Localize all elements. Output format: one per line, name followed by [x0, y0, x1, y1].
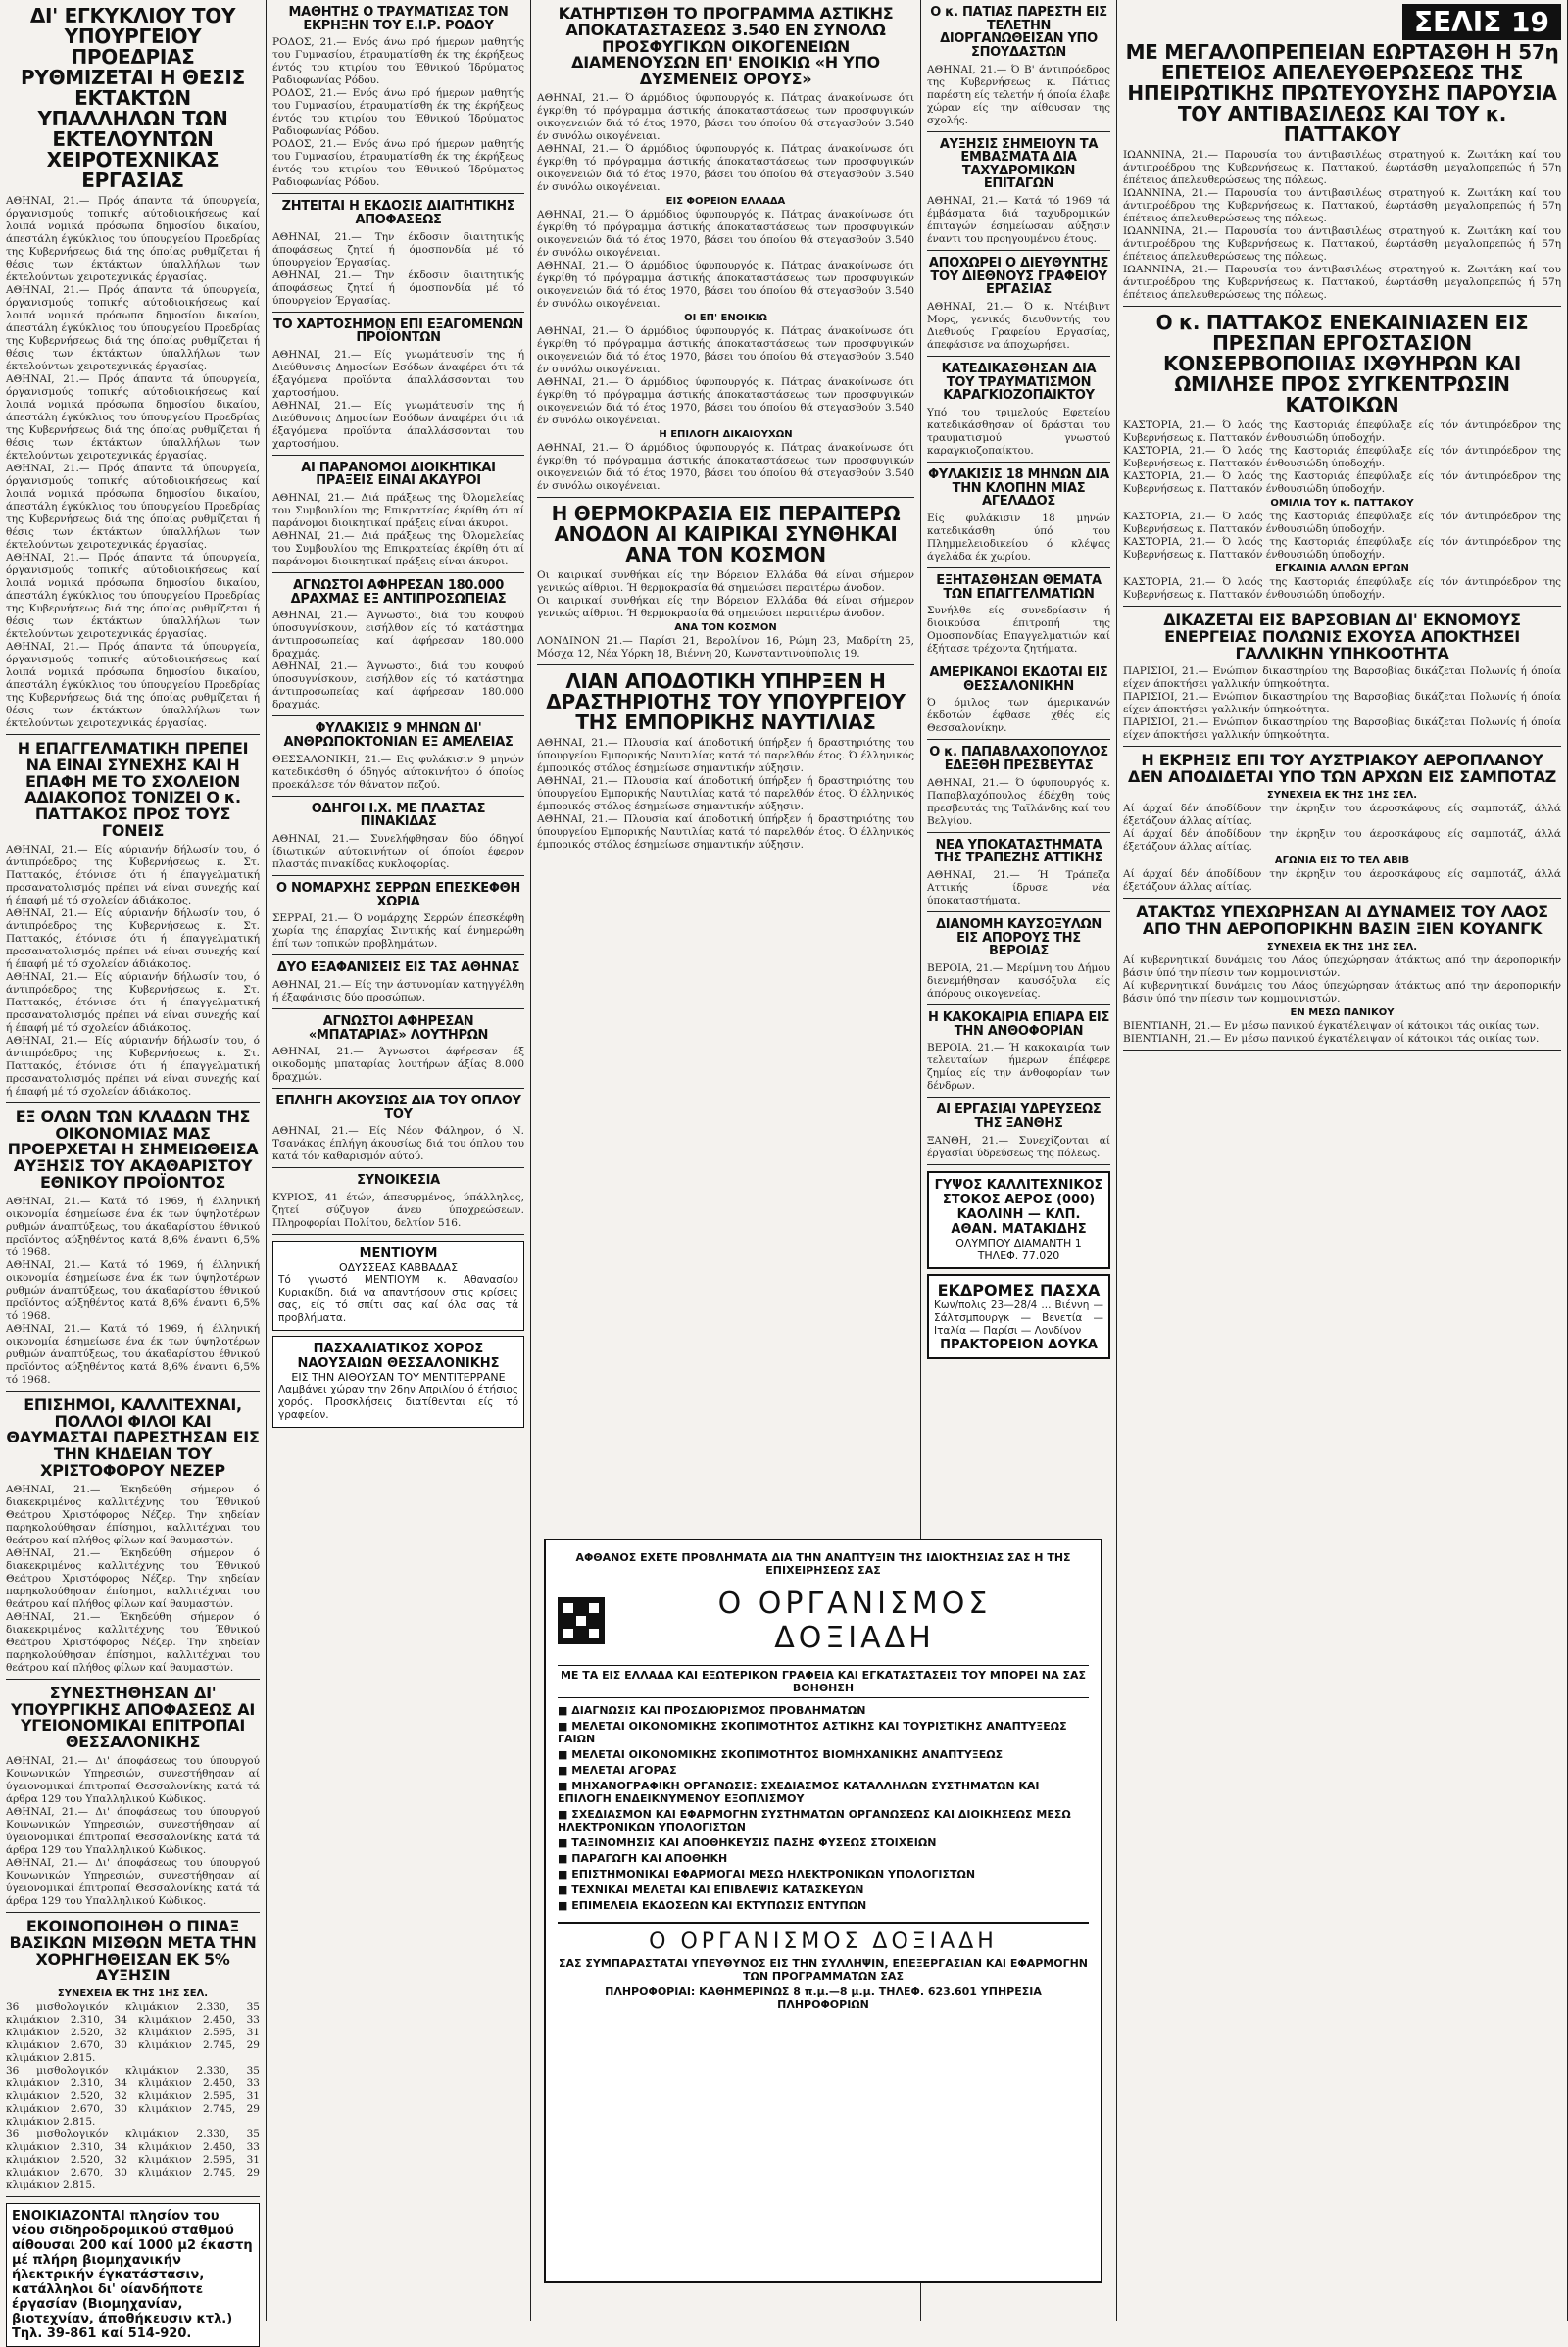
headline: Ο κ. ΠΑΤΤΑΚΟΣ ΕΝΕΚΑΙΝΙΑΣΕΝ ΕΙΣ ΠΡΕΣΠΑΝ ΕΡΓΟΣΤΑΣΙΟΝ ΚΟΝΣΕΡΒΟΠΟΙΙΑΣ ΙΧΘΥΗΡΩΝ ΚΑΙ ΩΜΙΛΗΣΕ ΠΡΟΣ ΣΥΓΚΕΝΤΡΩΣΙΝ ΚΑΤΟΙΚΩΝ: [1155, 311, 1529, 416]
doxiadis-ad: [544, 1539, 1102, 2283]
article-body: ΠΑΡΙΣΙΟΙ, 21.— Ενώπιον δικαστηρίου της Βαρσοβίας δικάζεται Πολωνίς ή όποία είχεν άποκτήσει γαλλικήν ύπηκοότητα.: [1123, 665, 1561, 691]
ad-footer: ΠΡΑΚΤΟΡΕΙΟΝ ΔΟΥΚΑ: [940, 1337, 1098, 1352]
article-body: ΞΑΝΘΗ, 21.— Συνεχίζονται αί έργασίαι ύδρεύσεως της πόλεως.: [927, 1134, 1110, 1159]
headline: Η ΕΠΑΓΓΕΛΜΑΤΙΚΗ ΠΡΕΠΕΙ ΝΑ ΕΙΝΑΙ ΣΥΝΕΧΗΣ ΚΑΙ Η ΕΠΑΦΗ ΜΕ ΤΟ ΣΧΟΛΕΙΟΝ ΑΔΙΑΚΟΠΟΣ ΤΟΝΙΖΕΙ Ο κ. ΠΑΤΤΑΚΟΣ ΠΡΟΣ ΤΟΥΣ ΓΟΝΕΙΣ: [17, 739, 249, 840]
headline: ΟΔΗΓΟΙ Ι.Χ. ΜΕ ΠΛΑΣΤΑΣ ΠΙΝΑΚΙΔΑΣ: [311, 801, 486, 830]
article-body-filler: Αί άρχαί δέν άποδίδουν την έκρηξιν του άεροσκάφους είς σαμποτάζ, άλλά έξετάζουν άλλας αίτίας.: [1123, 867, 1561, 893]
ad-line: ΣΤΟΚΟΣ ΑΕΡΟΣ (000): [942, 1192, 1096, 1207]
article-body-filler: ΠΑΡΙΣΙΟΙ, 21.— Ενώπιον δικαστηρίου της Βαρσοβίας δικάζεται Πολωνίς ή όποία είχεν άποκτήσει γαλλικήν ύπηκοότητα.: [1123, 716, 1561, 742]
subheading: ΑΓΩΝΙΑ ΕΙΣ ΤΟ ΤΕΛ ΑΒΙΒ: [1274, 855, 1410, 866]
headline: ΑΥΞΗΣΙΣ ΣΗΜΕΙΟΥΝ ΤΑ ΕΜΒΑΣΜΑΤΑ ΔΙΑ ΤΑΧΥΔΡΟΜΙΚΩΝ ΕΠΙΤΑΓΩΝ: [939, 136, 1099, 192]
headline: Ο ΝΟΜΑΡΧΗΣ ΣΕΡΡΩΝ ΕΠΕΣΚΕΦΘΗ ΧΩΡΙΑ: [276, 880, 520, 909]
headline: ΖΗΤΕΙΤΑΙ Η ΕΚΔΟΣΙΣ ΔΙΑΙΤΗΤΙΚΗΣ ΑΠΟΦΑΣΕΩΣ: [281, 199, 515, 227]
article: [927, 1011, 1110, 1098]
headline: ΑΓΝΩΣΤΟΙ ΑΦΗΡΕΣΑΝ «ΜΠΑΤΑΡΙΑΣ» ΛΟΥΤΗΡΩΝ: [308, 1013, 489, 1043]
article-body-filler: ΚΑΣΤΟΡΙΑ, 21.— Ό λαός της Καστοριάς έπεφύλαξε είς τόν άντιπρόεδρον της Κυβερνήσεως κ. Παττακόν ένθουσιώδη ύποδοχήν.: [1123, 470, 1561, 495]
doxiadis-logo-icon: [558, 1597, 605, 1644]
article-body: ΣΕΡΡΑΙ, 21.— Ό νομάρχης Σερρών έπεσκέφθη χωρία της έπαρχίας Σιντικής καί ένημερώθη έπί των τοπικών προβλημάτων.: [272, 912, 524, 951]
article: [272, 1095, 524, 1168]
ad-line: ΟΛΥΜΠΟΥ ΔΙΑΜΑΝΤΗ 1: [956, 1236, 1082, 1249]
headline: ΣΥΝΟΙΚΕΣΙΑ: [357, 1173, 440, 1189]
headline: ΑΠΟΧΩΡΕΙ Ο ΔΙΕΥΘΥΝΤΗΣ ΤΟΥ ΔΙΕΘΝΟΥΣ ΓΡΑΦΕΙΟΥ ΕΡΓΑΣΙΑΣ: [928, 256, 1109, 298]
article: [927, 1103, 1110, 1164]
ad-body: Τό γνωστό ΜΕΝΤΙΟΥΜ κ. Αθανασίου Κυριακίδη, διά να απαντήσουν στις κρίσεις σας, είς τό σπίτι σας καί όλα σας τά προβλήματα.: [278, 1274, 518, 1325]
article-body-filler: ΑΘΗΝΑΙ, 21.— Κατά τό 1969, ή έλληνική οικονομία έσημείωσε ένα έκ των ύψηλοτέρων ρυθμών άναπτύξεως, του άκαθαρίστου έθνικού προϊόντος αύξηθέντος κατά 8,6% έναντι 6,5% τό 1968.: [6, 1322, 260, 1386]
ad-body: Κων/πολις 23—28/4 ... Βιέννη — Σάλτσμπουργκ — Βενετία — Ιταλία — Παρίσι — Λονδίνον: [934, 1298, 1103, 1337]
article-body: ΑΘΗΝΑΙ, 21.— Είς αύριανήν δήλωσίν του, ό άντιπρόεδρος της Κυβερνήσεως κ. Στ. Παττακός, έτόνισε ότι ή έπαγγελματική προσανατολισμός πρέπει νά είναι συνεχής καί ή έπαφή μέ τό σχολείον άδιάκοπος.: [6, 843, 260, 906]
article-body-filler: ΒΙΕΝΤΙΑΝΗ, 21.— Εν μέσω πανικού έγκατέλειψαν οί κάτοικοι τάς οικίας των.: [1123, 1032, 1540, 1045]
article-body-filler: ΡΟΔΟΣ, 21.— Ενός άνω πρό ήμερων μαθητής του Γυμνασίου, έτραυματίσθη έκ της έκρήξεως έντός του κτιρίου του Έθνικού Ίδρύματος Ραδιοφωνίας Ρόδου.: [272, 87, 524, 138]
article-body: Αί άρχαί δέν άποδίδουν την έκρηξιν του άεροσκάφους είς σαμποτάζ, άλλά έξετάζουν άλλας αίτίας.: [1123, 802, 1561, 827]
article: [6, 1394, 260, 1680]
headline: ΛΙΑΝ ΑΠΟΔΟΤΙΚΗ ΥΠΗΡΞΕΝ Η ΔΡΑΣΤΗΡΙΟΤΗΣ ΤΟΥ ΥΠΟΥΡΓΕΙΟΥ ΤΗΣ ΕΜΠΟΡΙΚΗΣ ΝΑΥΤΙΛΙΑΣ: [546, 668, 906, 734]
article-body-filler: 36 μισθολογικόν κλιμάκιον 2.330, 35 κλιμάκιον 2.310, 34 κλιμάκιον 2.450, 33 κλιμάκιον 2.520, 32 κλιμάκιον 2.595, 31 κλιμάκιον 2.670, 30 κλιμάκιον 2.745, 29 κλιμάκιον 2.815.: [6, 2128, 260, 2192]
article: [537, 501, 914, 665]
headline: ΕΞΗΤΑΣΘΗΣΑΝ ΘΕΜΑΤΑ ΤΩΝ ΕΠΑΓΓΕΛΜΑΤΙΩΝ: [936, 572, 1102, 602]
article-body-filler: ΙΩΑΝΝΙΝΑ, 21.— Παρουσία του άντιβασιλέως στρατηγού κ. Ζωιτάκη καί του άντιπροέδρου της Κυβερνήσεως κ. Παττακού, έωρτάσθη μεγαλοπρεπώς ή 57η έπέτειος άπελευθερώσεως της πόλεως.: [1123, 187, 1561, 224]
dance-ad: [272, 1336, 524, 1428]
headline: ΑΓΝΩΣΤΟΙ ΑΦΗΡΕΣΑΝ 180.000 ΔΡΑΧΜΑΣ ΕΞ ΑΝΤΙΠΡΟΣΩΠΕΙΑΣ: [290, 578, 507, 607]
headline: ΔΙ' ΕΓΚΥΚΛΙΟΥ ΤΟΥ ΥΠΟΥΡΓΕΙΟΥ ΠΡΟΕΔΡΙΑΣ ΡΥΘΜΙΖΕΤΑΙ Η ΘΕΣΙΣ ΕΚΤΑΚΤΩΝ ΥΠΑΛΛΗΛΩΝ ΤΩΝ ΕΚΤΕΛΟΥΝΤΩΝ ΧΕΙΡΟΤΕΧΝΙΚΑΣ ΕΡΓΑΣΙΑΣ: [21, 4, 245, 192]
travel-ad: [927, 1274, 1110, 1359]
article-body: ΑΘΗΝΑΙ, 21.— Έκηδεύθη σήμερον ό διακεκριμένος καλλιτέχνης του Έθνικού Θεάτρου Χριστόφορος Νέζερ. Την κηδείαν παρηκολούθησαν έπίσημοι, καλλιτέχναι του θεάτρου καί πλήθος φίλων καί θαυμαστών.: [6, 1483, 260, 1546]
ad-line: ΤΗΛΕΦ. 77.020: [977, 1248, 1060, 1262]
ad-service-item: ■ ΠΑΡΑΓΩΓΗ ΚΑΙ ΑΠΟΘΗΚΗ: [558, 1852, 728, 1865]
headline: ΦΥΛΑΚΙΣΙΣ 18 ΜΗΝΩΝ ΔΙΑ ΤΗΝ ΚΛΟΠΗΝ ΜΙΑΣ ΑΓΕΛΑΔΟΣ: [928, 466, 1109, 510]
article: [272, 961, 524, 1009]
article-body-filler: ΑΘΗΝΑΙ, 21.— Πρός άπαντα τά ύπουργεία, όργανισμούς τοπικής αύτοδιοικήσεως καί λοιπά νομικά πρόσωπα δημοσίου δικαίου, άπεστάλη έγκύκλιος του ύπουργείου Προεδρίας της Κυβερνήσεως διά της όποίας ρυθμίζεται ή θέσις των έκτάκτων ύπαλλήλων των έκτελούντων χειροτεχνικάς έργασίας.: [6, 641, 260, 729]
article-body-filler: ΑΘΗΝΑΙ, 21.— Πρός άπαντα τά ύπουργεία, όργανισμούς τοπικής αύτοδιοικήσεως καί λοιπά νομικά πρόσωπα δημοσίου δικαίου, άπεστάλη έγκύκλιος του ύπουργείου Προεδρίας της Κυβερνήσεως διά της όποίας ρυθμίζεται ή θέσις των έκτάκτων ύπαλλήλων των έκτελούντων χειροτεχνικάς έργασίας.: [6, 463, 260, 551]
article-body-filler: Οι καιρικαί συνθήκαι είς την Βόρειον Ελλάδα θά είναι σήμερον γενικώς αίθριοι. Ή θερμοκρασία θά σημειώσει περαιτέρω άνοδον.: [537, 594, 914, 619]
article-body: Είς φυλάκισιν 18 μηνών κατεδικάσθη ύπό του Πλημμελειοδικείου ό κλέψας άγελάδα έκ χωρίου.: [927, 512, 1110, 562]
article-body-filler: ΑΘΗΝΑΙ, 21.— Ό άρμόδιος ύφυπουργός κ. Πάτρας άνακοίνωσε ότι έγκρίθη τό πρόγραμμα άστικής άποκαταστάσεως των προσφυγικών οικογενειών διά τό έτος 1970, βάσει του όποίου θά στεγασθούν 3.540 έν συνόλω οικογένειαι.: [537, 324, 914, 375]
article-body-filler: ΑΘΗΝΑΙ, 21.— Την έκδοσιν διαιτητικής άποφάσεως ζητεί ή όμοσπονδία μέ τό ύπουργείον Έργασίας.: [272, 269, 524, 307]
article-body-filler: ΑΘΗΝΑΙ, 21.— Είς αύριανήν δήλωσίν του, ό άντιπρόεδρος της Κυβερνήσεως κ. Στ. Παττακός, έτόνισε ότι ή έπαγγελματική προσανατολισμός πρέπει νά είναι συνεχής καί ή έπαφή μέ τό σχολείον άδιάκοπος.: [6, 1034, 260, 1098]
ad-subtitle: ΟΔΥΣΣΕΑΣ ΚΑΒΒΑΔΑΣ: [338, 1261, 459, 1275]
ad-footer: [558, 1922, 1089, 2011]
headline: ΕΚΟΙΝΟΠΟΙΗΘΗ Ο ΠΙΝΑΞ ΒΑΣΙΚΩΝ ΜΙΣΘΩΝ ΜΕΤΑ ΤΗΝ ΧΟΡΗΓΗΘΕΙΣΑΝ ΕΚ 5% ΑΥΞΗΣΙΝ: [9, 1916, 257, 1985]
article-body-filler: Αί άρχαί δέν άποδίδουν την έκρηξιν του άεροσκάφους είς σαμποτάζ, άλλά έξετάζουν άλλας αίτίας.: [1123, 827, 1561, 853]
ad-brand-name-2: ΔΟΞΙΑΔΗ: [774, 1621, 935, 1655]
article-body-filler: ΑΘΗΝΑΙ, 21.— Πλουσία καί άποδοτική ύπήρξεν ή δραστηριότης του ύπουργείου Εμπορικής Ναυτιλίας κατά τό παρελθόν έτος. Ό έλληνικός έμπορικός στόλος έσημείωσε σημαντικήν αύξησιν.: [537, 774, 914, 812]
article-body: ΑΘΗΝΑΙ, 21.— Είς γνωμάτευσίν της ή Διεύθυνσις Δημοσίων Εσόδων άναφέρει ότι τά έξαγόμενα προϊόντα άπαλλάσσονται του χαρτοσήμου.: [272, 348, 524, 399]
article-body-filler: ΑΘΗΝΑΙ, 21.— Ό άρμόδιος ύφυπουργός κ. Πάτρας άνακοίνωσε ότι έγκρίθη τό πρόγραμμα άστικής άποκαταστάσεως των προσφυγικών οικογενειών διά τό έτος 1970, βάσει του όποίου θά στεγασθούν 3.540 έν συνόλω οικογένειαι.: [537, 441, 914, 492]
article-body-filler: ΑΘΗΝΑΙ, 21.— Πλουσία καί άποδοτική ύπήρξεν ή δραστηριότης του ύπουργείου Εμπορικής Ναυτιλίας κατά τό παρελθόν έτος. Ό έλληνικός έμπορικός στόλος έσημείωσε σημαντικήν αύξησιν.: [537, 812, 914, 851]
article: [927, 839, 1110, 912]
article-body-filler: ΑΘΗΝΑΙ, 21.— Είς αύριανήν δήλωσίν του, ό άντιπρόεδρος της Κυβερνήσεως κ. Στ. Παττακός, έτόνισε ότι ή έπαγγελματική προσανατολισμός πρέπει νά είναι συνεχής καί ή έπαφή μέ τό σχολείον άδιάκοπος.: [6, 906, 260, 970]
article-body: ΡΟΔΟΣ, 21.— Ενός άνω πρό ήμερων μαθητής του Γυμνασίου, έτραυματίσθη έκ της έκρήξεως έντός του κτιρίου του Έθνικού Ίδρύματος Ραδιοφωνίας Ρόδου.: [272, 36, 524, 87]
headline: ΔΙΑΝΟΜΗ ΚΑΥΣΟΞΥΛΩΝ ΕΙΣ ΑΠΟΡΟΥΣ ΤΗΣ ΒΕΡΟΙΑΣ: [936, 917, 1102, 959]
article-body: ΑΘΗΝΑΙ, 21.— Άγνωστοι, διά του κουφού ύποσυγνίσκουν, εισήλθον είς τό κατάστημα άντιπροσωπείας καί άφήρεσαν 180.000 δραχμάς.: [272, 610, 524, 660]
article: [6, 741, 260, 1103]
article: [1123, 313, 1561, 607]
article-body-filler: ΙΩΑΝΝΙΝΑ, 21.— Παρουσία του άντιβασιλέως στρατηγού κ. Ζωιτάκη καί του άντιπροέδρου της Κυβερνήσεως κ. Παττακού, έωρτάσθη μεγαλοπρεπώς ή 57η έπέτειος άπελευθερώσεως της πόλεως.: [1123, 225, 1561, 263]
article: [272, 1015, 524, 1089]
subheading: ΟΜΙΛΙΑ ΤΟΥ κ. ΠΑΤΤΑΚΟΥ: [1270, 498, 1414, 509]
headline: Ο κ. ΠΑΠΑΒΛΑΧΟΠΟΥΛΟΣ ΕΔΕΞΘΗ ΠΡΕΣΒΕΥΤΑΣ: [929, 745, 1108, 774]
headline: Η ΕΚΡΗΞΙΣ ΕΠΙ ΤΟΥ ΑΥΣΤΡΙΑΚΟΥ ΑΕΡΟΠΛΑΝΟΥ ΔΕΝ ΑΠΟΔΙΔΕΤΑΙ ΥΠΟ ΤΩΝ ΑΡΧΩΝ ΕΙΣ ΣΑΜΠΟΤΑΖ: [1128, 751, 1556, 787]
continuation-label: ΣΥΝΕΧΕΙΑ ΕΚ ΤΗΣ 1ΗΣ ΣΕΛ.: [1266, 941, 1418, 953]
article: [6, 1916, 260, 2197]
article-body-filler: ΑΘΗΝΑΙ, 21.— Δι' άποφάσεως του ύπουργού Κοινωνικών Υπηρεσιών, συνεστήθησαν αί ύγειονομικαί έπιτροπαί Θεσσαλονίκης κατά τά άρθρα 129 του Υπαλληλικού Κώδικος.: [6, 1856, 260, 1907]
article-body-filler: ΚΑΣΤΟΡΙΑ, 21.— Ό λαός της Καστοριάς έπεφύλαξε είς τόν άντιπρόεδρον της Κυβερνήσεως κ. Παττακόν ένθουσιώδη ύποδοχήν.: [1123, 536, 1561, 561]
ad-brand-row: [558, 1587, 1089, 1655]
classified-ad: [6, 2203, 260, 2347]
article: [1123, 753, 1561, 899]
article-body: ΑΘΗΝΑΙ, 21.— Διά πράξεως της Όλομελείας του Συμβουλίου της Επικρατείας έκρίθη ότι αί παράνομοι διοικητικαί πράξεις είναι άκυροι.: [272, 492, 524, 530]
article: [927, 138, 1110, 252]
headline: ΑΜΕΡΙΚΑΝΟΙ ΕΚΔΟΤΑΙ ΕΙΣ ΘΕΣΣΑΛΟΝΙΚΗΝ: [929, 665, 1108, 694]
article-body-filler: ΚΑΣΤΟΡΙΑ, 21.— Ό λαός της Καστοριάς έπεφύλαξε είς τόν άντιπρόεδρον της Κυβερνήσεως κ. Παττακόν ένθουσιώδη ύποδοχήν.: [1123, 511, 1561, 535]
headline: ΤΟ ΧΑΡΤΟΣΗΜΟΝ ΕΠΙ ΕΞΑΓΟΜΕΝΩΝ ΠΡΟΪΟΝΤΩΝ: [273, 317, 523, 346]
article-body: ΑΘΗΝΑΙ, 21.— Συνελήφθησαν δύο όδηγοί ίδιωτικών αύτοκινήτων οί όποίοι έφερον πλαστάς πινακίδας κυκλοφορίας.: [272, 832, 524, 870]
ad-line: ΚΑΟΛΙΝΗ — ΚΛΠ.: [956, 1206, 1081, 1222]
continuation-label: ΣΥΝΕΧΕΙΑ ΕΚ ΤΗΣ 1ΗΣ ΣΕΛ.: [57, 1988, 209, 2000]
article-body-filler: ΠΑΡΙΣΙΟΙ, 21.— Ενώπιον δικαστηρίου της Βαρσοβίας δικάζεται Πολωνίς ή όποία είχεν άποκτήσει γαλλικήν ύπηκοότητα.: [1123, 691, 1561, 716]
article-body: ΒΕΡΟΙΑ, 21.— Μερίμνη του Δήμου διενεμήθησαν καυσόξυλα είς άπόρους οικογενείας.: [927, 961, 1110, 1000]
article-body-filler: ΚΑΣΤΟΡΙΑ, 21.— Ό λαός της Καστοριάς έπεφύλαξε είς τόν άντιπρόεδρον της Κυβερνήσεως κ. Παττακόν ένθουσιώδη ύποδοχήν.: [1123, 576, 1561, 601]
column-1: [0, 0, 267, 2342]
ad-service-item: ■ ΤΑΞΙΝΟΜΗΣΙΣ ΚΑΙ ΑΠΟΘΗΚΕΥΣΙΣ ΠΑΣΗΣ ΦΥΣΕΩΣ ΣΤΟΙΧΕΙΩΝ: [558, 1836, 937, 1849]
subheading: ΕΙΣ ΦΟΡΕΙΟΝ ΕΛΛΑΔΑ: [665, 195, 786, 207]
headline: ΔΙΚΑΖΕΤΑΙ ΕΙΣ ΒΑΡΣΟΒΙΑΝ ΔΙ' ΕΚΝΟΜΟΥΣ ΕΝΕΡΓΕΙΑΣ ΠΟΛΩΝΙΣ ΕΧΟΥΣΑ ΑΠΟΚΤΗΣΕΙ ΓΑΛΛΙΚΗΝ ΥΠΗΚΟΟΤΗΤΑ: [1163, 611, 1521, 662]
article: [272, 803, 524, 876]
article-body-filler: ΑΘΗΝΑΙ, 21.— Έκηδεύθη σήμερον ό διακεκριμένος καλλιτέχνης του Έθνικού Θεάτρου Χριστόφορος Νέζερ. Την κηδείαν παρηκολούθησαν έπίσημοι, καλλιτέχναι του θεάτρου καί πλήθος φίλων καί θαυμαστών.: [6, 1610, 260, 1674]
ad-footer-line: ΣΑΣ ΣΥΜΠΑΡΑΣΤΑΤΑΙ ΥΠΕΥΘΥΝΟΣ ΕΙΣ ΤΗΝ ΣΥΛΛΗΨΙΝ, ΕΠΕΞΕΡΓΑΣΙΑΝ ΚΑΙ ΕΦΑΡΜΟΓΗΝ ΤΩΝ ΠΡΟΓΡΑΜΜΑΤΩΝ ΣΑΣ: [558, 1957, 1089, 1982]
article-body: ΑΘΗΝΑΙ, 21.— Ή Τράπεζα Αττικής ίδρυσε νέα ύποκαταστήματα.: [927, 869, 1110, 907]
ad-line: ΑΘΑΝ. ΜΑΤΑΚΙΔΗΣ: [951, 1221, 1087, 1237]
subheading: ΑΝΑ ΤΟΝ ΚΟΣΜΟΝ: [674, 621, 777, 633]
headline: ΜΑΘΗΤΗΣ Ο ΤΡΑΥΜΑΤΙΣΑΣ ΤΟΝ ΕΚΡΗΞΗΝ ΤΟΥ Ε.Ι.Ρ. ΡΟΔΟΥ: [288, 5, 509, 33]
article-body: Οι καιρικαί συνθήκαι είς την Βόρειον Ελλάδα θά είναι σήμερον γενικώς αίθριοι. Ή θερμοκρασία θά σημειώσει περαιτέρω άνοδον.: [537, 568, 914, 594]
headline: ΚΑΤΕΔΙΚΑΣΘΗΣΑΝ ΔΙΑ ΤΟΥ ΤΡΑΥΜΑΤΙΣΜΟΝ ΚΑΡΑΓΚΙΟΖΟΠΑΙΚΤΟΥ: [941, 362, 1097, 404]
article: [1123, 612, 1561, 747]
ad-title: ΠΑΣΧΑΛΙΑΤΙΚΟΣ ΧΟΡΟΣ ΝΑΟΥΣΑΙΩΝ ΘΕΣΣΑΛΟΝΙΚΗΣ: [297, 1342, 500, 1372]
headline: ΜΕ ΜΕΓΑΛΟΠΡΕΠΕΙΑΝ ΕΩΡΤΑΣΘΗ Η 57η ΕΠΕΤΕΙΟΣ ΑΠΕΛΕΥΘΕΡΩΣΕΩΣ ΤΗΣ ΗΠΕΙΡΩΤΙΚΗΣ ΠΡΩΤΕΥΟΥΣΗΣ ΠΑΡΟΥΣΙΑ ΤΟΥ ΑΝΤΙΒΑΣΙΛΕΩΣ ΚΑΙ ΤΟΥ κ. ΠΑΤΤΑΚΟΥ: [1125, 40, 1559, 146]
article: [1123, 42, 1561, 307]
article-body: Αί κυβερνητικαί δυνάμεις του Λάος ύπεχώρησαν άτάκτως από την άεροπορικήν βάσιν ύπό την πίεσιν των κομμουνιστών.: [1123, 953, 1561, 979]
article: [537, 668, 914, 856]
article-body: ΑΘΗΝΑΙ, 21.— Κατά τό 1969 τά έμβάσματα διά ταχυδρομικών έπιταγών έσημείωσαν αύξησιν έναντι του προηγουμένου έτους.: [927, 195, 1110, 246]
ad-title: ΜΕΝΤΙΟΥΜ: [359, 1247, 438, 1262]
article: [272, 882, 524, 955]
ad-lead: ΜΕ ΤΑ ΕΙΣ ΕΛΛΑΔΑ ΚΑΙ ΕΞΩΤΕΡΙΚΟΝ ΓΡΑΦΕΙΑ ΚΑΙ ΕΓΚΑΤΑΣΤΑΣΕΙΣ ΤΟΥ ΜΠΟΡΕΙ ΝΑ ΣΑΣ ΒΟΗΘΗΣΗ: [558, 1665, 1089, 1698]
ad-body: Λαμβάνει χώραν την 26ην Απριλίου ό έτήσιος χορός. Προσκλήσεις διατίθενται είς τό γραφείον.: [278, 1384, 518, 1422]
ad-service-item: ■ ΣΧΕΔΙΑΣΜΟΝ ΚΑΙ ΕΦΑΡΜΟΓΗΝ ΣΥΣΤΗΜΑΤΩΝ ΟΡΓΑΝΩΣΕΩΣ ΚΑΙ ΔΙΟΙΚΗΣΕΩΣ ΜΕΣΩ ΗΛΕΚΤΡΟΝΙΚΩΝ ΥΠΟΛΟΓΙΣΤΩΝ: [558, 1808, 1071, 1834]
article: [6, 6, 260, 735]
article-body-filler: ΑΘΗΝΑΙ, 21.— Κατά τό 1969, ή έλληνική οικονομία έσημείωσε ένα έκ των ύψηλοτέρων ρυθμών άναπτύξεως, του άκαθαρίστου έθνικού προϊόντος αύξηθέντος κατά 8,6% έναντι 6,5% τό 1968.: [6, 1258, 260, 1322]
article-body: ΑΘΗΝΑΙ, 21.— Είς Νέον Φάληρον, ό Ν. Τσανάκας έπλήγη άκουσίως διά του όπλου του κατά τόν καθαρισμόν αύτού.: [272, 1125, 524, 1163]
headline: Ο κ. ΠΑΤΙΑΣ ΠΑΡΕΣΤΗ ΕΙΣ ΤΕΛΕΤΗΝ ΔΙΟΡΓΑΝΩΘΕΙΣΑΝ ΥΠΟ ΣΠΟΥΔΑΣΤΩΝ: [930, 5, 1107, 60]
article: [927, 6, 1110, 132]
article-body-filler: ΑΘΗΝΑΙ, 21.— Πρός άπαντα τά ύπουργεία, όργανισμούς τοπικής αύτοδιοικήσεως καί λοιπά νομικά πρόσωπα δημοσίου δικαίου, άπεστάλη έγκύκλιος του ύπουργείου Προεδρίας της Κυβερνήσεως διά της όποίας ρυθμίζεται ή θέσις των έκτάκτων ύπαλλήλων των έκτελούντων χειροτεχνικάς έργασίας.: [6, 284, 260, 372]
subheading: ΟΙ ΕΠ' ΕΝΟΙΚΙΩ: [684, 312, 767, 323]
article: [537, 6, 914, 498]
article: [272, 722, 524, 796]
article: [6, 1106, 260, 1392]
ad-service-item: ■ ΜΕΛΕΤΑΙ ΟΙΚΟΝΟΜΙΚΗΣ ΣΚΟΠΙΜΟΤΗΤΟΣ ΑΣΤΙΚΗΣ ΚΑΙ ΤΟΥΡΙΣΤΙΚΗΣ ΑΝΑΠΤΥΞΕΩΣ ΓΑΙΩΝ: [558, 1720, 1067, 1745]
article-body: ΑΘΗΝΑΙ, 21.— Ό Β' άντιπρόεδρος της Κυβερνήσεως κ. Πάτιας παρέστη είς τελετήν ή όποία έλαβε χώραν είς την αίθουσαν της σχολής.: [927, 63, 1110, 126]
article: [272, 318, 524, 456]
headline: Η ΘΕΡΜΟΚΡΑΣΙΑ ΕΙΣ ΠΕΡΑΙΤΕΡΩ ΑΝΟΔΟΝ ΑΙ ΚΑΙΡΙΚΑΙ ΣΥΝΘΗΚΑΙ ΑΝΑ ΤΟΝ ΚΟΣΜΟΝ: [551, 501, 901, 566]
headline: ΕΞ ΟΛΩΝ ΤΩΝ ΚΛΑΔΩΝ ΤΗΣ ΟΙΚΟΝΟΜΙΑΣ ΜΑΣ ΠΡΟΕΡΧΕΤΑΙ Η ΣΗΜΕΙΩΘΕΙΣΑ ΑΥΞΗΣΙΣ ΤΟΥ ΑΚΑΘΑΡΙΣΤΟΥ ΕΘΝΙΚΟΥ ΠΡΟΪΟΝΤΟΣ: [7, 1106, 259, 1192]
headline: ΦΥΛΑΚΙΣΙΣ 9 ΜΗΝΩΝ ΔΙ' ΑΝΘΡΩΠΟΚΤΟΝΙΑΝ ΕΞ ΑΜΕΛΕΙΑΣ: [283, 721, 514, 751]
ad-service-item: ■ ΜΕΛΕΤΑΙ ΑΓΟΡΑΣ: [558, 1764, 677, 1777]
article-body: ΑΘΗΝΑΙ, 21.— Άγνωστοι άφήρεσαν έξ οικοδομής μπαταρίας λουτήρων άξίας 8.000 δραχμών.: [272, 1046, 524, 1084]
article: [272, 579, 524, 716]
article-body-filler: ΑΘΗΝΑΙ, 21.— Ό άρμόδιος ύφυπουργός κ. Πάτρας άνακοίνωσε ότι έγκρίθη τό πρόγραμμα άστικής άποκαταστάσεως των προσφυγικών οικογενειών διά τό έτος 1970, βάσει του όποίου θά στεγασθούν 3.540 έν συνόλω οικογένειαι.: [537, 375, 914, 426]
article-body: ΑΘΗΝΑΙ, 21.— Κατά τό 1969, ή έλληνική οικονομία έσημείωσε ένα έκ των ύψηλοτέρων ρυθμών άναπτύξεως, του άκαθαρίστου έθνικού προϊόντος αύξηθέντος κατά 8,6% έναντι 6,5% τό 1968.: [6, 1195, 260, 1258]
article: [927, 574, 1110, 660]
page-badge-wrap: [1123, 4, 1561, 40]
article-body: ΚΥΡΙΟΣ, 41 έτών, άπεσυρμένος, ύπάλληλος, ζητεί σύζυγον άνευ ύποχρεώσεων. Πληροφορίαι Πολίτου, δελτίον 516.: [272, 1192, 524, 1230]
article: [927, 257, 1110, 357]
ad-subtitle: ΕΙΣ ΤΗΝ ΑΙΘΟΥΣΑΝ ΤΟΥ ΜΕΝΤΙΤΕΡΡΑΝΕ: [291, 1371, 506, 1385]
article: [6, 1683, 260, 1913]
headline: ΑΙ ΠΑΡΑΝΟΜΟΙ ΔΙΟΙΚΗΤΙΚΑΙ ΠΡΑΞΕΙΣ ΕΙΝΑΙ ΑΚΑΥΡΟΙ: [301, 460, 496, 489]
ad-title: ΕΚΔΡΟΜΕΣ ΠΑΣΧΑ: [937, 1280, 1101, 1299]
ad-service-item: ■ ΔΙΑΓΝΩΣΙΣ ΚΑΙ ΠΡΟΣΔΙΟΡΙΣΜΟΣ ΠΡΟΒΛΗΜΑΤΩΝ: [558, 1704, 866, 1717]
article: [272, 462, 524, 573]
article: [272, 1174, 524, 1235]
article-body-filler: ΙΩΑΝΝΙΝΑ, 21.— Παρουσία του άντιβασιλέως στρατηγού κ. Ζωιτάκη καί του άντιπροέδρου της Κυβερνήσεως κ. Παττακού, έωρτάσθη μεγαλοπρεπώς ή 57η έπέτειος άπελευθερώσεως της πόλεως.: [1123, 264, 1561, 301]
article-body: ΒΙΕΝΤΙΑΝΗ, 21.— Εν μέσω πανικού έγκατέλειψαν οί κάτοικοι τάς οικίας των.: [1123, 1019, 1540, 1032]
ad-intro: ΑΦΘΑΝΟΣ ΕΧΕΤΕ ΠΡΟΒΛΗΜΑΤΑ ΔΙΑ ΤΗΝ ΑΝΑΠΤΥΞΙΝ ΤΗΣ ΙΔΙΟΚΤΗΣΙΑΣ ΣΑΣ Η ΤΗΣ ΕΠΙΧΕΙΡΗΣΕΩΣ ΣΑΣ: [575, 1551, 1071, 1577]
article-body-filler: ΑΘΗΝΑΙ, 21.— Πρός άπαντα τά ύπουργεία, όργανισμούς τοπικής αύτοδιοικήσεως καί λοιπά νομικά πρόσωπα δημοσίου δικαίου, άπεστάλη έγκύκλιος του ύπουργείου Προεδρίας της Κυβερνήσεως διά της όποίας ρυθμίζεται ή θέσις των έκτάκτων ύπαλλήλων των έκτελούντων χειροτεχνικάς έργασίας.: [6, 373, 260, 462]
article-body-filler: ΑΘΗΝΑΙ, 21.— Διά πράξεως της Όλομελείας του Συμβουλίου της Επικρατείας έκρίθη ότι αί παράνομοι διοικητικαί πράξεις είναι άκυροι.: [272, 530, 524, 568]
article: [927, 918, 1110, 1005]
ad-service-item: ■ ΜΕΛΕΤΑΙ ΟΙΚΟΝΟΜΙΚΗΣ ΣΚΟΠΙΜΟΤΗΤΟΣ ΒΙΟΜΗΧΑΝΙΚΗΣ ΑΝΑΠΤΥΞΕΩΣ: [558, 1748, 1004, 1761]
article-body-filler: ΑΘΗΝΑΙ, 21.— Πρός άπαντα τά ύπουργεία, όργανισμούς τοπικής αύτοδιοικήσεως καί λοιπά νομικά πρόσωπα δημοσίου δικαίου, άπεστάλη έγκύκλιος του ύπουργείου Προεδρίας της Κυβερνήσεως διά της όποίας ρυθμίζεται ή θέσις των έκτάκτων ύπαλλήλων των έκτελούντων χειροτεχνικάς έργασίας.: [6, 552, 260, 640]
article-body: Συνήλθε είς συνεδρίασιν ή διοικούσα έπιτροπή της Ομοσπονδίας Επαγγελματιών καί έξήτασε τρέχοντα ζητήματα.: [927, 605, 1110, 656]
article: [927, 666, 1110, 740]
page-badge: ΣΕΛΙΣ 19: [1402, 4, 1561, 40]
headline: Η ΚΑΚΟΚΑΙΡΙΑ ΕΠΙΑΡΑ ΕΙΣ ΤΗΝ ΑΝΘΟΦΟΡΙΑΝ: [927, 1009, 1110, 1039]
ad-service-item: ■ ΕΠΙΣΤΗΜΟΝΙΚΑΙ ΕΦΑΡΜΟΓΑΙ ΜΕΣΩ ΗΛΕΚΤΡΟΝΙΚΩΝ ΥΠΟΛΟΓΙΣΤΩΝ: [558, 1868, 976, 1881]
article: [927, 746, 1110, 832]
article-body: Ό όμιλος των άμερικανών έκδοτών έφθασε χθές είς Θεσσαλονίκην.: [927, 697, 1110, 735]
article-body: ΚΑΣΤΟΡΙΑ, 21.— Ό λαός της Καστοριάς έπεφύλαξε είς τόν άντιπρόεδρον της Κυβερνήσεως κ. Παττακόν ένθουσιώδη ύποδοχήν.: [1123, 419, 1561, 444]
article-body-filler: ΚΑΣΤΟΡΙΑ, 21.— Ό λαός της Καστοριάς έπεφύλαξε είς τόν άντιπρόεδρον της Κυβερνήσεως κ. Παττακόν ένθουσιώδη ύποδοχήν.: [1123, 445, 1561, 469]
article-body: Υπό του τριμελούς Εφετείου κατεδικάσθησαν οί δράσται του τραυματισμού γνωστού καραγκιοζοπαίκτου.: [927, 406, 1110, 457]
ad-service-item: ■ ΜΗΧΑΝΟΓΡΑΦΙΚΗ ΟΡΓΑΝΩΣΙΣ: ΣΧΕΔΙΑΣΜΟΣ ΚΑΤΑΛΛΗΛΩΝ ΣΥΣΤΗΜΑΤΩΝ ΚΑΙ ΕΠΙΛΟΓΗ ΕΝΔΕΙΚΝΥΜΕΝΟΥ ΕΞΟΠΛΙΣΜΟΥ: [558, 1780, 1040, 1805]
article-body: ΒΕΡΟΙΑ, 21.— Ή κακοκαιρία των τελευταίων ήμερων έπέφερε ζημίας είς την άνθοφορίαν των δένδρων.: [927, 1042, 1110, 1093]
article: [927, 468, 1110, 568]
headline: ΑΤΑΚΤΩΣ ΥΠΕΧΩΡΗΣΑΝ ΑΙ ΔΥΝΑΜΕΙΣ ΤΟΥ ΛΑΟΣ ΑΠΟ ΤΗΝ ΑΕΡΟΠΟΡΙΚΗΝ ΒΑΣΙΝ ΞΙΕΝ ΚΟΥΑΝΓΚ: [1136, 902, 1548, 938]
headline: ΕΠΙΣΗΜΟΙ, ΚΑΛΛΙΤΕΧΝΑΙ, ΠΟΛΛΟΙ ΦΙΛΟΙ ΚΑΙ ΘΑΥΜΑΣΤΑΙ ΠΑΡΕΣΤΗΣΑΝ ΕΙΣ ΤΗΝ ΚΗΔΕΙΑΝ ΤΟΥ ΧΡΙΣΤΟΦΟΡΟΥ ΝΕΖΕΡ: [6, 1394, 260, 1480]
article-body: ΑΘΗΝΑΙ, 21.— Ό ύφυπουργός κ. Παπαβλαχόπουλος έδέχθη τούς πρεσβευτάς της Ταϊλάνδης καί του Βελγίου.: [927, 776, 1110, 827]
subheading: ΕΓΚΑΙΝΙΑ ΑΛΛΩΝ ΕΡΓΩΝ: [1275, 563, 1409, 574]
article-body: ΑΘΗΝΑΙ, 21.— Την έκδοσιν διαιτητικής άποφάσεως ζητεί ή όμοσπονδία μέ τό ύπουργείον Έργασίας.: [272, 230, 524, 269]
article-body: ΑΘΗΝΑΙ, 21.— Είς την άστυνομίαν κατηγγέλθη ή έξαφάνισις δύο προσώπων.: [272, 978, 524, 1003]
article-body-filler: ΑΘΗΝΑΙ, 21.— Είς αύριανήν δήλωσίν του, ό άντιπρόεδρος της Κυβερνήσεως κ. Στ. Παττακός, έτόνισε ότι ή έπαγγελματική προσανατολισμός πρέπει νά είναι συνεχής καί ή έπαφή μέ τό σχολείον άδιάκοπος.: [6, 970, 260, 1034]
ad-footer-contact: ΠΛΗΡΟΦΟΡΙΑΙ: ΚΑΘΗΜΕΡΙΝΩΣ 8 π.μ.—8 μ.μ. ΤΗΛΕΦ. 623.601 ΥΠΗΡΕΣΙΑ ΠΛΗΡΟΦΟΡΙΩΝ: [605, 1985, 1042, 2011]
mentium-ad: [272, 1241, 524, 1331]
article: [272, 6, 524, 194]
gypsum-ad: [927, 1171, 1110, 1269]
article-body-filler: 36 μισθολογικόν κλιμάκιον 2.330, 35 κλιμάκιον 2.310, 34 κλιμάκιον 2.450, 33 κλιμάκιον 2.520, 32 κλιμάκιον 2.595, 31 κλιμάκιον 2.670, 30 κλιμάκιον 2.745, 29 κλιμάκιον 2.815.: [6, 2065, 260, 2128]
article-body-filler: ΑΘΗΝΑΙ, 21.— Ό άρμόδιος ύφυπουργός κ. Πάτρας άνακοίνωσε ότι έγκρίθη τό πρόγραμμα άστικής άποκαταστάσεως των προσφυγικών οικογενειών διά τό έτος 1970, βάσει του όποίου θά στεγασθούν 3.540 έν συνόλω οικογένειαι.: [537, 259, 914, 310]
headline: ΝΕΑ ΥΠΟΚΑΤΑΣΤΗΜΑΤΑ ΤΗΣ ΤΡΑΠΕΖΗΣ ΑΤΤΙΚΗΣ: [934, 837, 1103, 866]
article-body-filler: Αί κυβερνητικαί δυνάμεις του Λάος ύπεχώρησαν άτάκτως από την άεροπορικήν βάσιν ύπό την πίεσιν των κομμουνιστών.: [1123, 979, 1561, 1004]
article-body: ΑΘΗΝΑΙ, 21.— Ό κ. Ντέιβιντ Μορς, γενικός διευθυντής του Διεθνούς Γραφείου Εργασίας, άπεφάσισε να άποχωρήσει.: [927, 301, 1110, 352]
continuation-label: ΣΥΝΕΧΕΙΑ ΕΚ ΤΗΣ 1ΗΣ ΣΕΛ.: [1266, 789, 1418, 801]
article-body-filler: ΡΟΔΟΣ, 21.— Ενός άνω πρό ήμερων μαθητής του Γυμνασίου, έτραυματίσθη έκ της έκρήξεως έντός του κτιρίου του Έθνικού Ίδρύματος Ραδιοφωνίας Ρόδου.: [272, 138, 524, 189]
headline: ΔΥΟ ΕΞΑΦΑΝΙΣΕΙΣ ΕΙΣ ΤΑΣ ΑΘΗΝΑΣ: [276, 960, 520, 976]
subheading: Η ΕΠΙΛΟΓΗ ΔΙΚΑΙΟΥΧΩΝ: [659, 428, 793, 440]
article: [272, 200, 524, 312]
ad-brand-name-1: Ο ΟΡΓΑΝΙΣΜΟΣ: [717, 1587, 992, 1621]
article: [1123, 902, 1561, 1051]
article-body-filler: ΑΘΗΝΑΙ, 21.— Είς γνωμάτευσίν της ή Διεύθυνσις Δημοσίων Εσόδων άναφέρει ότι τά έξαγόμενα προϊόντα άπαλλάσσονται του χαρτοσήμου.: [272, 399, 524, 450]
article-body: ΑΘΗΝΑΙ, 21.— Δι' άποφάσεως του ύπουργού Κοινωνικών Υπηρεσιών, συνεστήθησαν αί ύγειονομικαί έπιτροπαί Θεσσαλονίκης κατά τά άρθρα 129 του Υπαλληλικού Κώδικος.: [6, 1754, 260, 1805]
column-5: [1117, 0, 1568, 2321]
ad-service-item: ■ ΕΠΙΜΕΛΕΙΑ ΕΚΔΟΣΕΩΝ ΚΑΙ ΕΚΤΥΠΩΣΙΣ ΕΝΤΥΠΩΝ: [558, 1899, 867, 1912]
article-body-filler: ΑΘΗΝΑΙ, 21.— Ό άρμόδιος ύφυπουργός κ. Πάτρας άνακοίνωσε ότι έγκρίθη τό πρόγραμμα άστικής άποκαταστάσεως των προσφυγικών οικογενειών διά τό έτος 1970, βάσει του όποίου θά στεγασθούν 3.540 έν συνόλω οικογένειαι.: [537, 208, 914, 259]
ad-line: ΓΥΨΟΣ ΚΑΛΛΙΤΕΧΝΙΚΟΣ: [934, 1177, 1103, 1193]
weather-list: ΛΟΝΔΙΝΟΝ 21.— Παρίσι 21, Βερολίνον 16, Ρώμη 23, Μαδρίτη 25, Μόσχα 12, Νέα Υόρκη 18, Βιέννη 20, Κωνσταντινούπολις 19.: [537, 634, 914, 660]
ad-service-item: ■ ΤΕΧΝΙΚΑΙ ΜΕΛΕΤΑΙ ΚΑΙ ΕΠΙΒΛΕΨΙΣ ΚΑΤΑΣΚΕΥΩΝ: [558, 1883, 864, 1896]
article-body: ΑΘΗΝΑΙ, 21.— Ό άρμόδιος ύφυπουργός κ. Πάτρας άνακοίνωσε ότι έγκρίθη τό πρόγραμμα άστικής άποκαταστάσεως των προσφυγικών οικογενειών διά τό έτος 1970, βάσει του όποίου θά στεγασθούν 3.540 έν συνόλω οικογένειαι.: [537, 91, 914, 142]
article-body-filler: ΑΘΗΝΑΙ, 21.— Δι' άποφάσεως του ύπουργού Κοινωνικών Υπηρεσιών, συνεστήθησαν αί ύγειονομικαί έπιτροπαί Θεσσαλονίκης κατά τά άρθρα 129 του Υπαλληλικού Κώδικος.: [6, 1805, 260, 1856]
article-body-filler: ΑΘΗΝΑΙ, 21.— Έκηδεύθη σήμερον ό διακεκριμένος καλλιτέχνης του Έθνικού Θεάτρου Χριστόφορος Νέζερ. Την κηδείαν παρηκολούθησαν έπίσημοι, καλλιτέχναι του θεάτρου καί πλήθος φίλων καί θαυμαστών.: [6, 1546, 260, 1610]
headline: ΕΠΛΗΓΗ ΑΚΟΥΣΙΩΣ ΔΙΑ ΤΟΥ ΟΠΛΟΥ ΤΟΥ: [275, 1094, 521, 1122]
article-body: ΙΩΑΝΝΙΝΑ, 21.— Παρουσία του άντιβασιλέως στρατηγού κ. Ζωιτάκη καί του άντιπροέδρου της Κυβερνήσεως κ. Παττακού, έωρτάσθη μεγαλοπρεπώς ή 57η έπέτειος άπελευθερώσεως της πόλεως.: [1123, 149, 1561, 186]
headline: ΣΥΝΕΣΤΗΘΗΣΑΝ ΔΙ' ΥΠΟΥΡΓΙΚΗΣ ΑΠΟΦΑΣΕΩΣ ΑΙ ΥΓΕΙΟΝΟΜΙΚΑΙ ΕΠΙΤΡΟΠΑΙ ΘΕΣΣΑΛΟΝΙΚΗΣ: [10, 1683, 256, 1752]
article-body: 36 μισθολογικόν κλιμάκιον 2.330, 35 κλιμάκιον 2.310, 34 κλιμάκιον 2.450, 33 κλιμάκιον 2.520, 32 κλιμάκιον 2.595, 31 κλιμάκιον 2.670, 30 κλιμάκιον 2.745, 29 κλιμάκιον 2.815.: [6, 2001, 260, 2065]
article-body-filler: ΑΘΗΝΑΙ, 21.— Άγνωστοι, διά του κουφού ύποσυγνίσκουν, εισήλθον είς τό κατάστημα άντιπροσωπείας καί άφήρεσαν 180.000 δραχμάς.: [272, 660, 524, 711]
article: [927, 363, 1110, 463]
article-body: ΑΘΗΝΑΙ, 21.— Πλουσία καί άποδοτική ύπήρξεν ή δραστηριότης του ύπουργείου Εμπορικής Ναυτιλίας κατά τό παρελθόν έτος. Ό έλληνικός έμπορικός στόλος έσημείωσε σημαντικήν αύξησιν.: [537, 736, 914, 774]
ad-services-list: [558, 1704, 1089, 1912]
column-2: [267, 0, 531, 2321]
article-body: ΑΘΗΝΑΙ, 21.— Πρός άπαντα τά ύπουργεία, όργανισμούς τοπικής αύτοδιοικήσεως καί λοιπά νομικά πρόσωπα δημοσίου δικαίου, άπεστάλη έγκύκλιος του ύπουργείου Προεδρίας της Κυβερνήσεως διά της όποίας ρυθμίζεται ή θέσις των έκτάκτων ύπαλλήλων των έκτελούντων χειροτεχνικάς έργασίας.: [6, 195, 260, 283]
headline: ΑΙ ΕΡΓΑΣΙΑΙ ΥΔΡΕΥΣΕΩΣ ΤΗΣ ΞΑΝΘΗΣ: [936, 1102, 1102, 1131]
classified-ad-text: ΕΝΟΙΚΙΑΖΟΝΤΑΙ πλησίον του νέου σιδηροδρομικού σταθμού αίθουσαι 200 καί 1000 μ2 έκαστη μέ πλήρη βιομηχανικήν ήλεκτρικήν έγκατάστασιν, κατάλληλοι δι' οίανδήποτε έργασίαν (Βιομηχανίαν, βιοτεχνίαν, άποθήκευσιν κτλ.) Τηλ. 39-861 καί 514-920.: [12, 2209, 253, 2342]
ad-footer-title: Ο ΟΡΓΑΝΙΣΜΟΣ ΔΟΞΙΑΔΗ: [649, 1930, 998, 1954]
headline: ΚΑΤΗΡΤΙΣΘΗ ΤΟ ΠΡΟΓΡΑΜΜΑ ΑΣΤΙΚΗΣ ΑΠΟΚΑΤΑΣΤΑΣΕΩΣ 3.540 ΕΝ ΣΥΝΟΛΩ ΠΡΟΣΦΥΓΙΚΩΝ ΟΙΚΟΓΕΝΕΙΩΝ ΔΙΑΜΕΝΟΥΣΩΝ ΕΠ' ΕΝΟΙΚΙΩ «Η ΥΠΟ ΔΥΣΜΕΝΕΙΣ ΟΡΟΥΣ»: [558, 4, 894, 89]
subheading: ΕΝ ΜΕΣΩ ΠΑΝΙΚΟΥ: [1290, 1006, 1395, 1018]
article-body: ΘΕΣΣΑΛΟΝΙΚΗ, 21.— Εις φυλάκισιν 9 μηνών κατεδικάσθη ό όδηγός αύτοκινήτου ό όποίος προεκάλεσε τόν θάνατον πεζού.: [272, 753, 524, 791]
article-body-filler: ΑΘΗΝΑΙ, 21.— Ό άρμόδιος ύφυπουργός κ. Πάτρας άνακοίνωσε ότι έγκρίθη τό πρόγραμμα άστικής άποκαταστάσεως των προσφυγικών οικογενειών διά τό έτος 1970, βάσει του όποίου θά στεγασθούν 3.540 έν συνόλω οικογένειαι.: [537, 142, 914, 193]
